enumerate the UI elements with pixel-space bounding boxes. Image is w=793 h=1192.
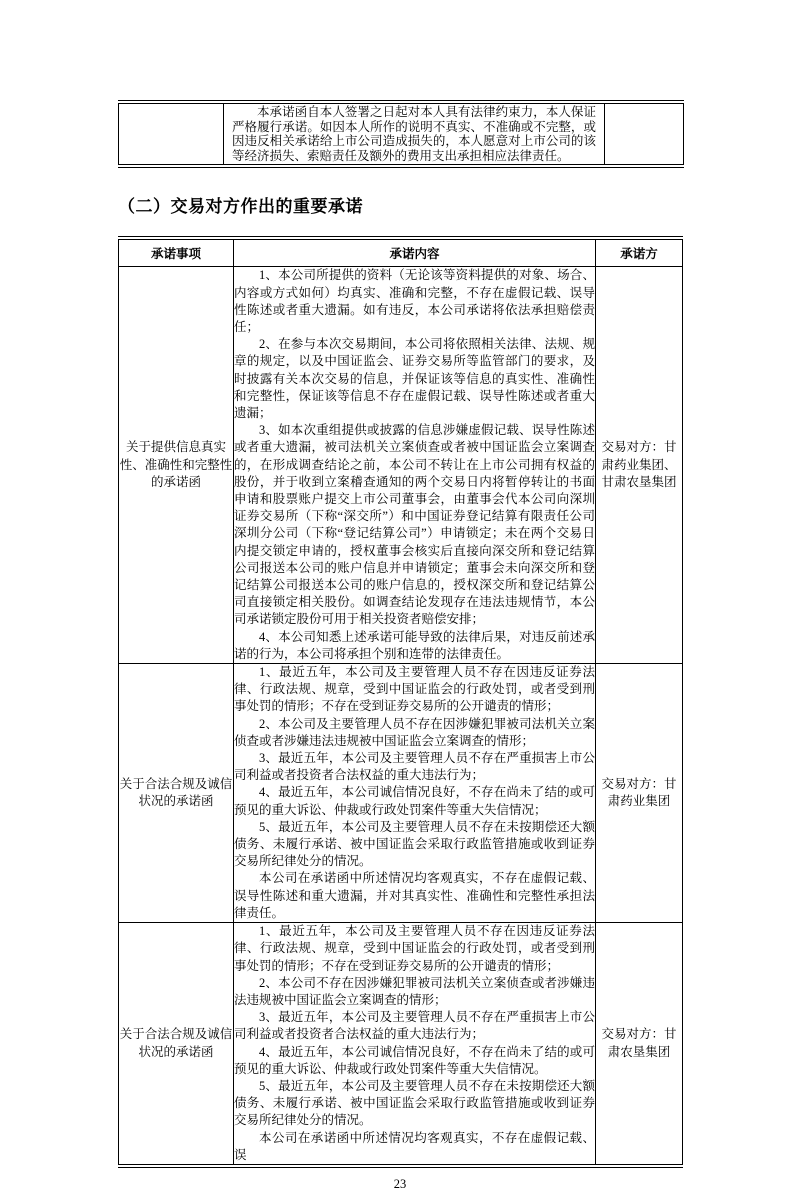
commitment-party: 交易对方：甘肃农垦集团 bbox=[596, 923, 683, 1166]
content-paragraph: 2、本公司不存在因涉嫌犯罪被司法机关立案侦查或者涉嫌违法违规被中国证监会立案调查的情形； bbox=[234, 975, 595, 1007]
table-row bbox=[119, 664, 683, 923]
document-content bbox=[118, 100, 682, 1192]
content-paragraph: 1、最近五年，本公司及主要管理人员不存在因违反证券法律、行政法规、规章，受到中国证监会的行政处罚，或者受到刑事处罚的情形；不存在受到证券交易所的公开谴责的情形； bbox=[234, 665, 595, 714]
commitment-party: 交易对方：甘肃药业集团 bbox=[596, 664, 683, 923]
content-paragraph: 2、在参与本次交易期间，本公司将依照相关法律、法规、规章的规定，以及中国证监会、证券交易所等监管部门的要求，及时披露有关本次交易的信息，并保证该等信息的真实性、准确性和完整性，保证该等信息不存在虚假记载、误导性陈述或者重大遗漏； bbox=[234, 337, 595, 420]
table-header-row bbox=[119, 238, 683, 267]
content-paragraph: 1、本公司所提供的资料（无论该等资料提供的对象、场合、内容或方式如何）均真实、准确和完整，不存在虚假记载、误导性陈述或者重大遗漏。如有违反，本公司承诺将依法承担赔偿责任； bbox=[234, 268, 595, 334]
page-number: 23 bbox=[393, 1176, 407, 1191]
continuation-item-cell bbox=[119, 102, 224, 166]
commitment-content bbox=[234, 923, 596, 1166]
content-paragraph: 2、本公司及主要管理人员不存在因涉嫌犯罪被司法机关立案侦查或者涉嫌违法违规被中国证监会立案调查的情形； bbox=[234, 716, 595, 748]
content-paragraph: 本公司在承诺函中所述情况均客观真实，不存在虚假记载、误导性陈述和重大遗漏，并对其真实性、准确性和完整性承担法律责任。 bbox=[234, 871, 595, 920]
content-paragraph: 本公司在承诺函中所述情况均客观真实，不存在虚假记载、误 bbox=[234, 1130, 595, 1162]
content-paragraph: 5、最近五年，本公司及主要管理人员不存在未按期偿还大额债务、未履行承诺、被中国证监会采取行政监管措施或收到证券交易所纪律处分的情况。 bbox=[234, 1078, 595, 1128]
table-row bbox=[119, 102, 684, 166]
commitment-content bbox=[234, 267, 596, 664]
section-heading: （二）交易对方作出的重要承诺 bbox=[118, 197, 363, 217]
column-header-content: 承诺内容 bbox=[234, 238, 596, 267]
commitment-party: 交易对方：甘肃药业集团、甘肃农垦集团 bbox=[596, 267, 683, 664]
column-header-item: 承诺事项 bbox=[119, 238, 234, 267]
table-row bbox=[119, 267, 683, 664]
continuation-party-cell bbox=[605, 102, 684, 166]
column-header-party: 承诺方 bbox=[596, 238, 683, 267]
commitment-content bbox=[234, 664, 596, 923]
content-paragraph: 3、最近五年，本公司及主要管理人员不存在严重损害上市公司利益或者投资者合法权益的重大违法行为； bbox=[234, 751, 595, 783]
content-paragraph: 5、最近五年，本公司及主要管理人员不存在未按期偿还大额债务、未履行承诺、被中国证监会采取行政监管措施或收到证券交易所纪律处分的情况。 bbox=[234, 819, 595, 869]
continuation-content-cell bbox=[224, 102, 605, 166]
continuation-paragraph: 本承诺函自本人签署之日起对本人具有法律约束力，本人保证严格履行承诺。如因本人所作的说明不真实、不准确或不完整，或因违反相关承诺给上市公司造成损失的，本人愿意对上市公司的该等经济损失、索赔责任及额外的费用支出承担相应法律责任。 bbox=[232, 105, 596, 163]
content-paragraph: 3、如本次重组提供或披露的信息涉嫌虚假记载、误导性陈述或者重大遗漏，被司法机关立案侦查或者被中国证监会立案调查的，在形成调查结论之前，本公司不转让在上市公司拥有权益的股份，并于收到立案稽查通知的两个交易日内将暂停转让的书面申请和股票账户提交上市公司董事会，由董事会代本公司向深圳证券交易所（下称“深交所”）和中国证券登记结算有限责任公司深圳分公司（下称“登记结算公司”）申请锁定；未在两个交易日内提交锁定申请的，授权董事会核实后直接向深交所和登记结算公司报送本公司的账户信息并申请锁定；董事会未向深交所和登记结算公司报送本公司的账户信息的，授权深交所和登记结算公司直接锁定相关股份。如调查结论发现存在违法违规情节，本公司承诺锁定股份可用于相关投资者赔偿安排； bbox=[234, 423, 595, 627]
commitment-item: 关于合法合规及诚信状况的承诺函 bbox=[119, 923, 234, 1166]
commitment-item: 关于合法合规及诚信状况的承诺函 bbox=[119, 664, 234, 923]
content-paragraph: 1、最近五年，本公司及主要管理人员不存在因违反证券法律、行政法规、规章，受到中国证监会的行政处罚，或者受到刑事处罚的情形；不存在受到证券交易所的公开谴责的情形； bbox=[234, 924, 595, 973]
table-row bbox=[119, 923, 683, 1166]
content-paragraph: 4、最近五年，本公司诚信情况良好，不存在尚未了结的或可预见的重大诉讼、仲裁或行政处罚案件等重大失信情况。 bbox=[234, 1044, 595, 1076]
commitments-table bbox=[118, 236, 683, 1168]
continuation-table bbox=[118, 100, 684, 168]
commitment-item: 关于提供信息真实性、准确性和完整性的承诺函 bbox=[119, 267, 234, 664]
content-paragraph: 4、本公司知悉上述承诺可能导致的法律后果，对违反前述承诺的行为，本公司将承担个别和连带的法律责任。 bbox=[234, 629, 595, 661]
content-paragraph: 4、最近五年，本公司诚信情况良好，不存在尚未了结的或可预见的重大诉讼、仲裁或行政处罚案件等重大失信情况； bbox=[234, 785, 595, 817]
content-paragraph: 3、最近五年，本公司及主要管理人员不存在严重损害上市公司利益或者投资者合法权益的重大违法行为； bbox=[234, 1010, 595, 1042]
